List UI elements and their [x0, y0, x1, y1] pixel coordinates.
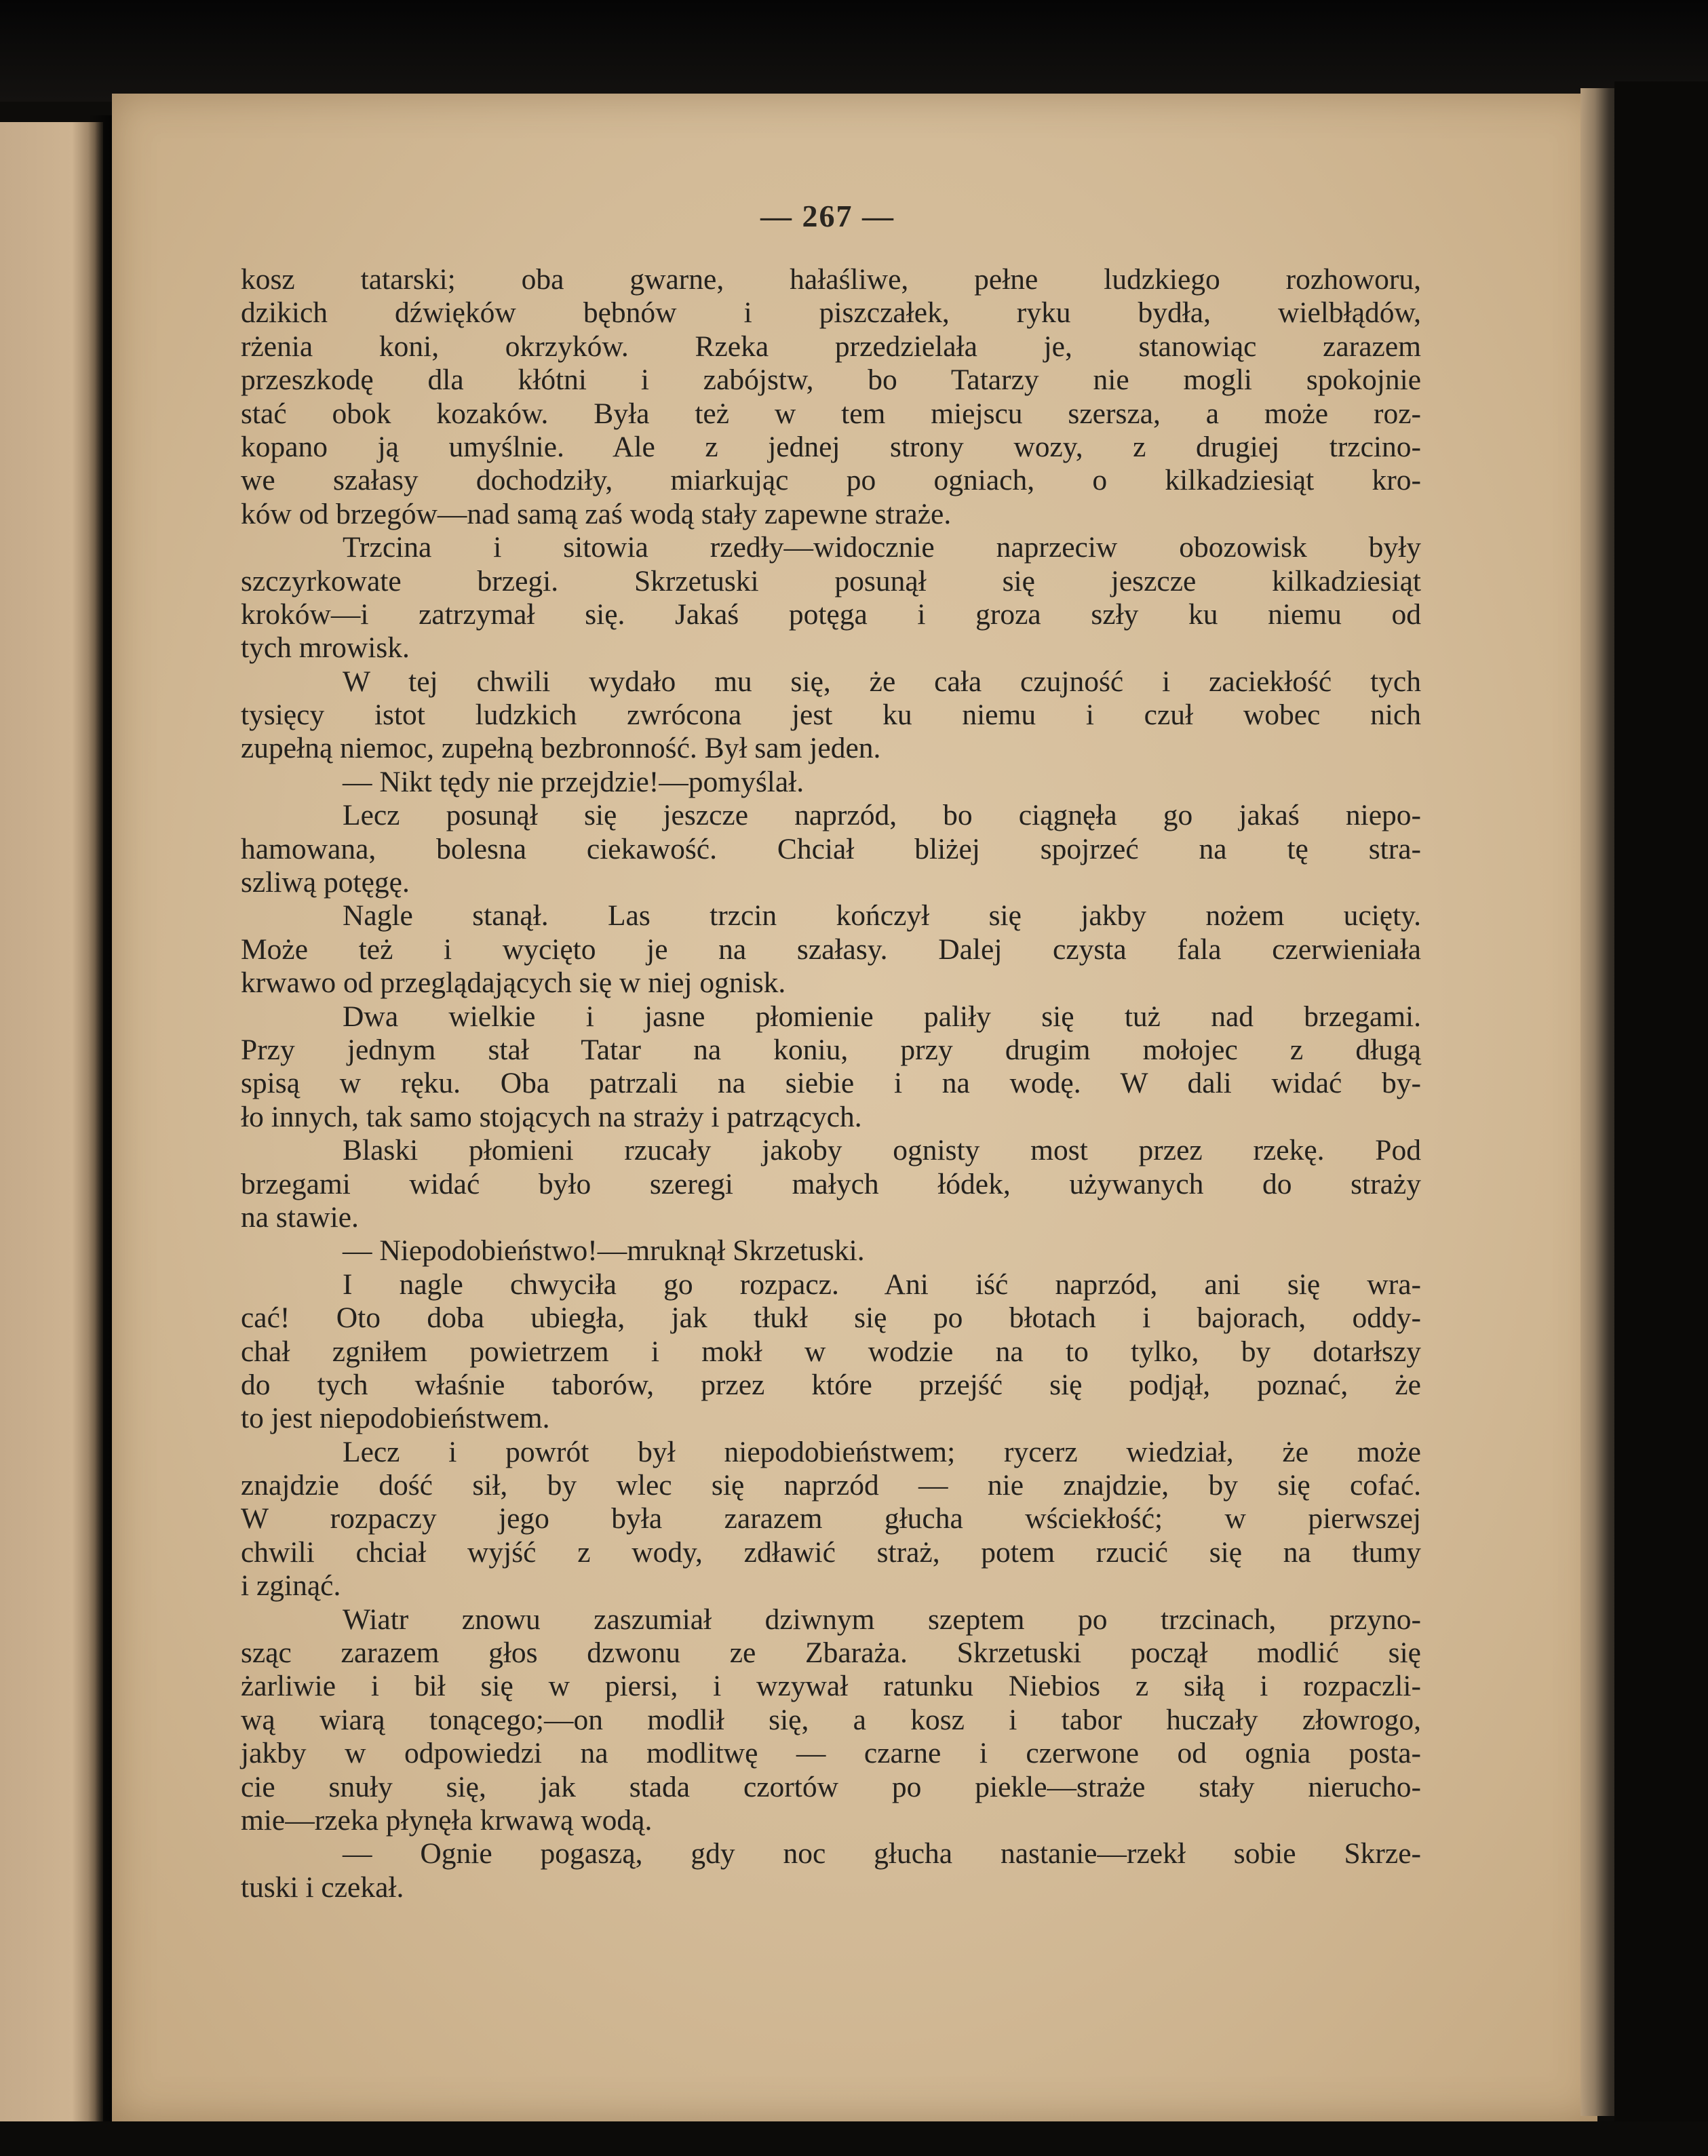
- text-line: Blaski płomieni rzucały jakoby ognisty most przez rzekę. Pod: [343, 1134, 1421, 1167]
- text-line: — Niepodobieństwo!—mruknął Skrzetuski.: [343, 1234, 865, 1268]
- book-cover-edge: [1614, 81, 1708, 2156]
- text-line: rżenia koni, okrzyków. Rzeka przedzielała je, stanowiąc zarazem: [241, 330, 1421, 363]
- text-line: żarliwie i bił się w piersi, i wzywał ratunku Niebios z siłą i rozpaczli-: [241, 1670, 1421, 1703]
- text-line: Wiatr znowu zaszumiał dziwnym szeptem po trzcinach, przyno-: [343, 1603, 1421, 1636]
- text-line: szliwą potęgę.: [241, 866, 410, 899]
- text-line: do tych właśnie taborów, przez które przejść się podjął, poznać, że: [241, 1368, 1421, 1401]
- text-line: chwili chciał wyjść z wody, zdławić straż, potem rzucić się na tłumy: [241, 1535, 1421, 1569]
- text-line: szczyrkowate brzegi. Skrzetuski posunął się jeszcze kilkadziesiąt: [241, 564, 1421, 597]
- text-line: hamowana, bolesna ciekawość. Chciał bliżej spojrzeć na tę stra-: [241, 832, 1421, 865]
- page-number: — 267 —: [760, 199, 895, 233]
- text-line: krwawo od przeglądających się w niej ognisk.: [241, 966, 786, 1000]
- text-line: cać! Oto doba ubiegła, jak tłukł się po błotach i bajorach, oddy-: [241, 1301, 1421, 1335]
- text-line: I nagle chwyciła go rozpacz. Ani iść naprzód, ani się wra-: [343, 1268, 1421, 1301]
- text-line: Nagle stanął. Las trzcin kończył się jakby nożem ucięty.: [343, 899, 1421, 933]
- text-line: to jest niepodobieństwem.: [241, 1402, 550, 1435]
- text-line: i zginąć.: [241, 1569, 341, 1603]
- text-line: — Nikt tędy nie przejdzie!—pomyślał.: [343, 765, 804, 798]
- text-line: zupełną niemoc, zupełną bezbronność. Był sam jeden.: [241, 732, 881, 765]
- text-line: mie—rzeka płynęła krwawą wodą.: [241, 1803, 653, 1837]
- text-line: Trzcina i sitowia rzedły—widocznie naprzeciw obozowisk były: [343, 531, 1421, 564]
- text-line: ło innych, tak samo stojących na straży i patrzących.: [241, 1100, 862, 1133]
- text-line: jakby w odpowiedzi na modlitwę — czarne i czerwone od ognia posta-: [241, 1737, 1421, 1770]
- text-line: stać obok kozaków. Była też w tem miejscu szersza, a może roz-: [241, 397, 1421, 430]
- text-line: znajdzie dość sił, by wlec się naprzód — nie znajdzie, by się cofać.: [241, 1469, 1421, 1502]
- text-line: Może też i wycięto je na szałasy. Dalej czysta fala czerwieniała: [241, 933, 1421, 966]
- text-line: brzegami widać było szeregi małych łódek, używanych do straży: [241, 1167, 1421, 1200]
- text-line: cie snuły się, jak stada czortów po piekle—straże stały nierucho-: [241, 1770, 1421, 1803]
- background-top: [0, 0, 1708, 102]
- text-line: przeszkodę dla kłótni i zabójstw, bo Tatarzy nie mogli spokojnie: [241, 364, 1421, 397]
- text-line: Lecz posunął się jeszcze naprzód, bo ciągnęła go jakaś niepo-: [343, 799, 1421, 832]
- text-line: — Ognie pogaszą, gdy noc głucha nastanie—rzekł sobie Skrze-: [343, 1837, 1421, 1870]
- text-line: kroków—i zatrzymał się. Jakaś potęga i groza szły ku niemu od: [241, 597, 1421, 631]
- text-line: W rozpaczy jego była zarazem głucha wściekłość; w pierwszej: [241, 1502, 1421, 1535]
- text-line: tuski i czekał.: [241, 1870, 404, 1904]
- text-line: kopano ją umyślnie. Ale z jednej strony wozy, z drugiej trzcino-: [241, 430, 1421, 463]
- background-bottom: [0, 2121, 1708, 2156]
- text-line: we szałasy dochodziły, miarkując po ogniach, o kilkadziesiąt kro-: [241, 464, 1421, 497]
- book-gutter-shadow: [88, 115, 115, 2143]
- text-line: W tej chwili wydało mu się, że cała czujność i zaciekłość tych: [343, 665, 1421, 698]
- text-line: Lecz i powrót był niepodobieństwem; rycerz wiedział, że może: [343, 1435, 1421, 1468]
- text-line: Dwa wielkie i jasne płomienie paliły się tuż nad brzegami.: [343, 1000, 1421, 1033]
- text-line: wą wiarą tonącego;—on modlił się, a kosz i tabor huczały złowrogo,: [241, 1703, 1421, 1736]
- text-line: dzikich dźwięków bębnów i piszczałek, ryku bydła, wielbłądów,: [241, 296, 1421, 330]
- text-line: kosz tatarski; oba gwarne, hałaśliwe, pełne ludzkiego rozhoworu,: [241, 263, 1421, 296]
- text-line: na stawie.: [241, 1200, 359, 1234]
- body-text: [241, 263, 1421, 1904]
- text-line: Przy jednym stał Tatar na koniu, przy drugim mołojec z długą: [241, 1033, 1421, 1066]
- text-line: ków od brzegów—nad samą zaś wodą stały zapewne straże.: [241, 497, 952, 530]
- text-line: chał zgniłem powietrzem i mokł w wodzie na to tylko, by dotarłszy: [241, 1335, 1421, 1368]
- text-line: spisą w ręku. Oba patrzali na siebie i na wodę. W dali widać by-: [241, 1067, 1421, 1100]
- text-line: tych mrowisk.: [241, 631, 410, 665]
- text-line: sząc zarazem głos dzwonu ze Zbaraża. Skrzetuski począł modlić się: [241, 1636, 1421, 1670]
- text-line: tysięcy istot ludzkich zwrócona jest ku niemu i czuł wobec nich: [241, 699, 1421, 732]
